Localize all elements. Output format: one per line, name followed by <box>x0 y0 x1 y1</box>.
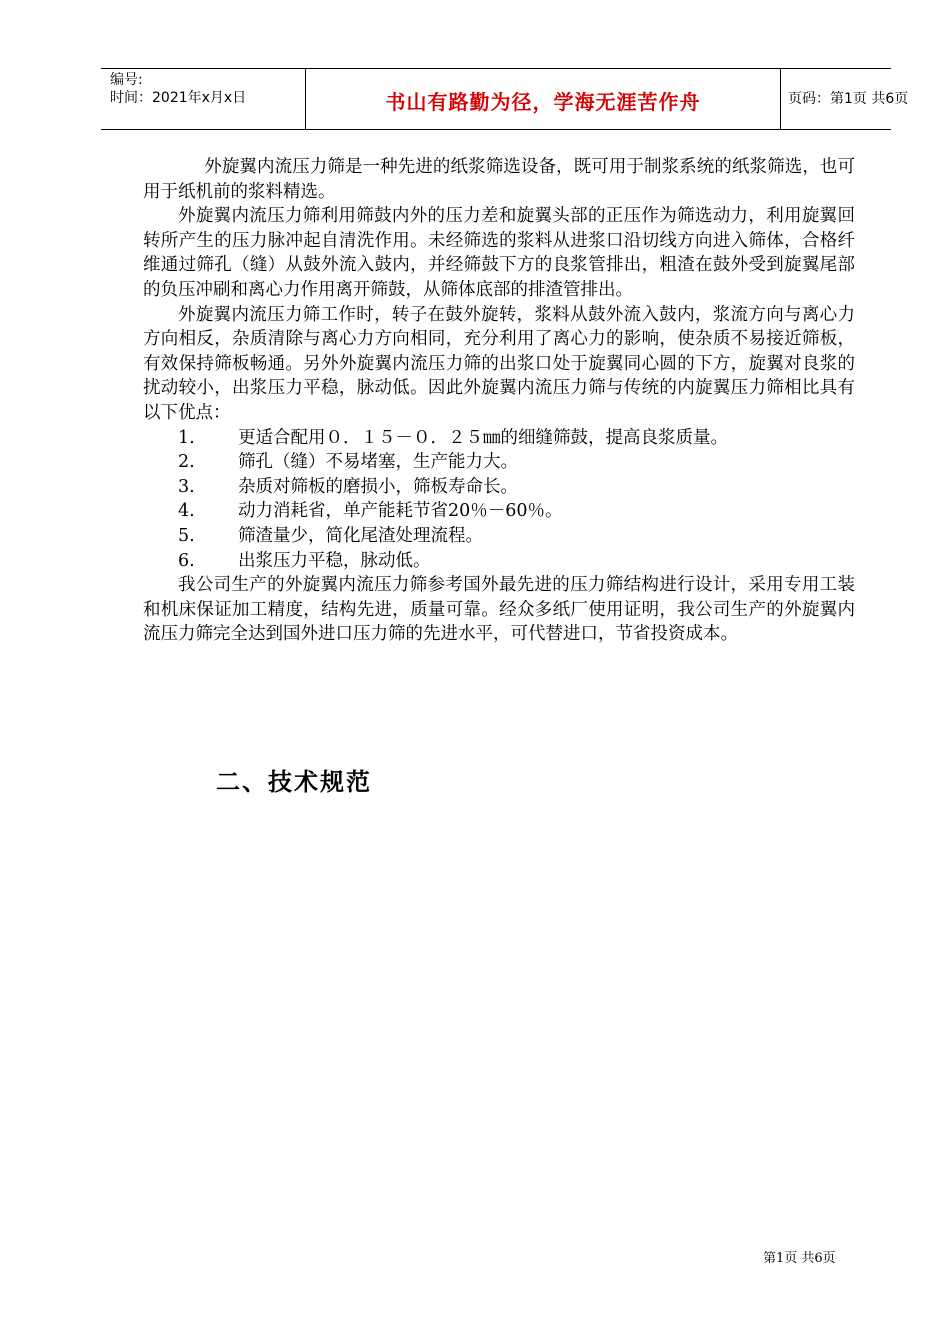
intro-paragraph: 外旋翼内流压力筛是一种先进的纸浆筛选设备，既可用于制浆系统的纸浆筛选，也可用于纸机前的浆料精选。 <box>143 157 855 202</box>
document-body <box>143 155 855 647</box>
closing-paragraph: 我公司生产的外旋翼内流压力筛参考国外最先进的压力筛结构进行设计，采用专用工装和机床保证加工精度，结构先进，质量可靠。经众多纸厂使用证明，我公司生产的外旋翼内流压力筛完全达到国外进口压力筛的先进水平，可代替进口，节省投资成本。 <box>143 575 855 645</box>
list-item <box>143 475 855 500</box>
list-text: 杂质对筛板的磨损小，筛板寿命长。 <box>238 476 518 497</box>
list-text: 筛渣量少，简化尾渣处理流程。 <box>238 525 483 546</box>
header-middle-cell <box>305 69 781 129</box>
document-number-label: 编号: <box>110 72 143 88</box>
principle-paragraph: 外旋翼内流压力筛利用筛鼓内外的压力差和旋翼头部的正压作为筛选动力，利用旋翼回转所产生的压力脉冲起自清洗作用。未经筛选的浆料从进浆口沿切线方向进入筛体，合格纤维通过筛孔（缝）从鼓外流入鼓内，并经筛鼓下方的良浆管排出，粗渣在鼓外受到旋翼尾部的负压冲刷和离心力作用离开筛鼓，从筛体底部的排渣管排出。 <box>143 206 855 300</box>
header-left-cell <box>101 69 305 129</box>
page-header <box>101 68 909 130</box>
list-text: 出浆压力平稳，脉动低。 <box>238 550 431 571</box>
list-item <box>143 499 855 524</box>
section-heading: 二、技术规范 <box>216 768 372 796</box>
list-item <box>143 450 855 475</box>
list-item <box>143 524 855 549</box>
operation-paragraph: 外旋翼内流压力筛工作时，转子在鼓外旋转，浆料从鼓外流入鼓内，浆流方向与离心力方向相反，杂质清除与离心力方向相同，充分利用了离心力的影响，使杂质不易接近筛板，有效保持筛板畅通。另外外旋翼内流压力筛的出浆口处于旋翼同心圆的下方，旋翼对良浆的扰动较小，出浆压力平稳，脉动低。因此外旋翼内流压力筛与传统的内旋翼压力筛相比具有以下优点： <box>143 304 855 423</box>
list-item <box>143 426 855 451</box>
list-number: 1. <box>178 427 195 448</box>
list-item <box>143 549 855 574</box>
page-footer: 第1页 共6页 <box>763 1251 836 1266</box>
advantages-list <box>143 426 855 574</box>
header-motto: 书山有路勤为径，学海无涯苦作舟 <box>385 90 701 114</box>
document-date: 时间：2021年x月x日 <box>110 90 247 106</box>
list-number: 4. <box>178 501 195 522</box>
list-number: 3. <box>178 476 195 497</box>
list-number: 5. <box>178 525 195 546</box>
list-number: 2. <box>178 452 195 473</box>
list-text: 更适合配用０．１５－０．２５㎜的细缝筛鼓，提高良浆质量。 <box>238 427 728 448</box>
header-page-code: 页码：第1页 共6页 <box>788 91 909 107</box>
list-text: 筛孔（缝）不易堵塞，生产能力大。 <box>238 452 518 473</box>
list-text: 动力消耗省，单产能耗节省20％－60％。 <box>238 501 563 522</box>
list-number: 6. <box>178 550 195 571</box>
header-right-cell <box>779 69 909 129</box>
